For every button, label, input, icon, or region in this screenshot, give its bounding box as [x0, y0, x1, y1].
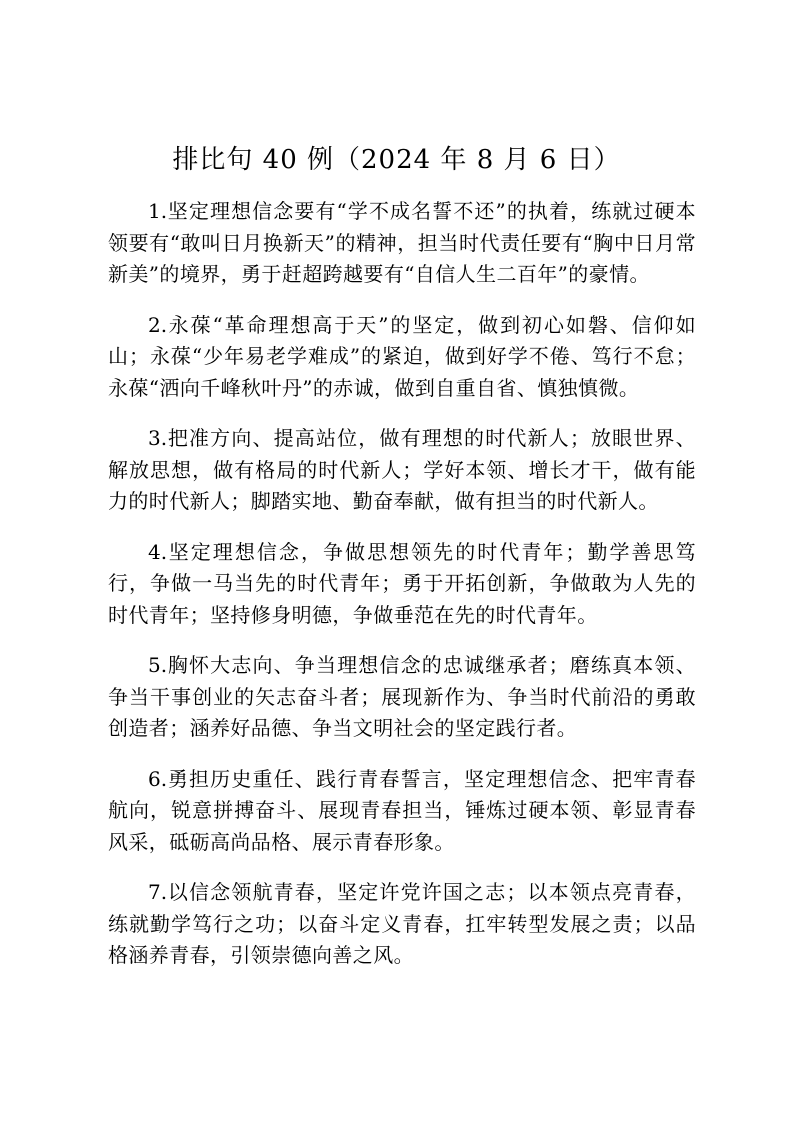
- paragraph-text: 勇担历史重任、践行青春誓言，坚定理想信念、把牢青春航向，锐意拼搏奋斗、展现青春担当，锤炼过硬本领、彰显青春风采，砥砺高尚品格、展示青春形象。: [108, 766, 696, 854]
- paragraph-5: [108, 650, 696, 745]
- paragraph-text: 以信念领航青春，坚定许党许国之志；以本领点亮青春，练就勤学笃行之功；以奋斗定义青春，扛牢转型发展之责；以品格涵养青春，引领崇德向善之风。: [108, 880, 696, 967]
- document-title: 排比句 40 例（2024 年 8 月 6 日）: [172, 145, 621, 175]
- paragraph-number: 2.: [148, 312, 168, 337]
- paragraph-2: [108, 310, 696, 405]
- paragraph-6: [108, 764, 696, 859]
- document-body: [108, 196, 696, 991]
- paragraph-number: 5.: [148, 653, 168, 677]
- paragraph-3: [108, 423, 696, 518]
- paragraph-7: [108, 877, 696, 972]
- paragraph-number: 4.: [148, 539, 168, 564]
- paragraph-1: [108, 196, 696, 291]
- paragraph-text: 坚定理想信念，争做思想领先的时代青年；勤学善思笃行，争做一马当先的时代青年；勇于开拓创新，争做敢为人先的时代青年；坚持修身明德，争做垂范在先的时代青年。: [108, 539, 696, 627]
- paragraph-number: 1.: [148, 199, 168, 223]
- paragraph-text: 永葆“革命理想高于天”的坚定，做到初心如磐、信仰如山；永葆“少年易老学难成”的紧迫，做到好学不倦、笃行不怠；永葆“洒向千峰秋叶丹”的赤诚，做到自重自省、慎独慎微。: [108, 312, 696, 400]
- paragraph-number: 3.: [148, 426, 168, 450]
- paragraph-number: 6.: [148, 766, 168, 791]
- paragraph-number: 7.: [148, 880, 168, 904]
- paragraph-4: [108, 537, 696, 632]
- paragraph-text: 坚定理想信念要有“学不成名誓不还”的执着，练就过硬本领要有“敢叫日月换新天”的精神，担当时代责任要有“胸中日月常新美”的境界，勇于赶超跨越要有“自信人生二百年”的豪情。: [108, 199, 696, 286]
- paragraph-text: 胸怀大志向、争当理想信念的忠诚继承者；磨练真本领、争当干事创业的矢志奋斗者；展现新作为、争当时代前沿的勇敢创造者；涵养好品德、争当文明社会的坚定践行者。: [108, 653, 696, 740]
- paragraph-text: 把准方向、提高站位，做有理想的时代新人；放眼世界、解放思想，做有格局的时代新人；学好本领、增长才干，做有能力的时代新人；脚踏实地、勤奋奉献，做有担当的时代新人。: [108, 426, 696, 513]
